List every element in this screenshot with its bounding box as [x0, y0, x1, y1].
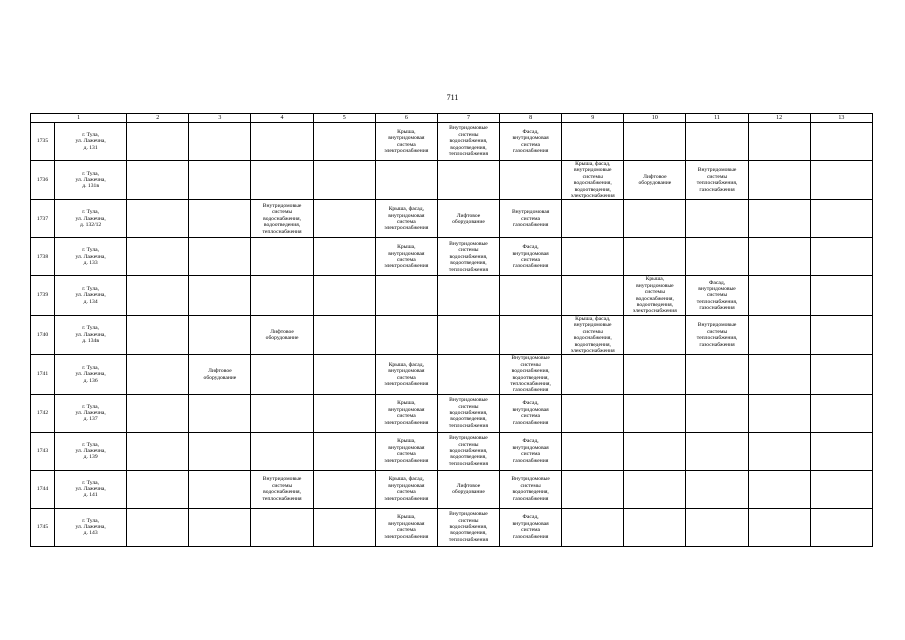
work-cell: [375, 161, 437, 200]
work-cell: [810, 394, 872, 432]
work-cell: [500, 315, 562, 354]
page-number: 711: [446, 93, 459, 102]
work-cell: Крыша, фасад, внутридомовые системы водоснабжения, водоотведения, электроснабжения: [562, 161, 624, 200]
address-cell: г. Тула, ул. Лажечна, д. 137: [55, 394, 127, 432]
row-number: 1744: [31, 470, 55, 508]
work-cell: [437, 315, 499, 354]
work-cell: Крыша, внутридомовая система электроснабжения: [375, 508, 437, 546]
work-cell: Внутридомовые системы водоснабжения, водоотведения, теплоснабжения: [437, 238, 499, 276]
work-cell: [313, 315, 375, 354]
row-number: 1735: [31, 123, 55, 161]
work-cell: Внутридомовые системы водоснабжения, водоотведения, теплоснабжения: [437, 432, 499, 470]
work-cell: [748, 123, 810, 161]
table-row: [31, 508, 873, 546]
work-cell: [189, 432, 251, 470]
work-cell: [375, 315, 437, 354]
work-cell: [500, 276, 562, 315]
work-cell: [810, 200, 872, 238]
address-cell: г. Тула, ул. Лажечна, д. 143: [55, 508, 127, 546]
work-cell: Фасад, внутридомовая система газоснабжения: [500, 238, 562, 276]
work-cell: [251, 161, 313, 200]
work-cell: [189, 276, 251, 315]
work-cell: [437, 161, 499, 200]
work-cell: [251, 432, 313, 470]
work-cell: [313, 470, 375, 508]
table-row: [31, 355, 873, 394]
row-number: 1739: [31, 276, 55, 315]
work-cell: Внутридомовые системы водоснабжения, водоотведения, теплоснабжения: [437, 123, 499, 161]
work-cell: [748, 200, 810, 238]
work-cell: [562, 432, 624, 470]
column-number-10: 10: [624, 114, 686, 123]
work-cell: [251, 276, 313, 315]
table-row: [31, 432, 873, 470]
table-row: [31, 315, 873, 354]
work-cell: Лифтовое оборудование: [437, 200, 499, 238]
work-cell: [748, 432, 810, 470]
work-cell: [624, 238, 686, 276]
work-cell: [562, 276, 624, 315]
table-row: [31, 394, 873, 432]
work-cell: [189, 470, 251, 508]
work-cell: [313, 276, 375, 315]
column-number-8: 8: [500, 114, 562, 123]
column-number-row: [31, 114, 873, 123]
work-cell: [810, 355, 872, 394]
work-cell: Крыша, внутридомовая система электроснабжения: [375, 238, 437, 276]
work-cell: [313, 355, 375, 394]
row-number: 1742: [31, 394, 55, 432]
work-cell: Внутридомовая система газоснабжения: [500, 200, 562, 238]
column-number-1: 1: [31, 114, 127, 123]
work-cell: [127, 470, 189, 508]
work-cell: [748, 315, 810, 354]
work-cell: [189, 123, 251, 161]
column-number-2: 2: [127, 114, 189, 123]
column-number-11: 11: [686, 114, 748, 123]
work-cell: [624, 355, 686, 394]
work-cell: Крыша, внутридомовая система электроснабжения: [375, 432, 437, 470]
work-cell: [748, 276, 810, 315]
work-cell: [313, 123, 375, 161]
work-cell: Внутридомовые системы теплоснабжения, газоснабжения: [686, 161, 748, 200]
work-cell: [375, 276, 437, 315]
address-cell: г. Тула, ул. Лажечна, д. 131в: [55, 161, 127, 200]
work-cell: Лифтовое оборудование: [251, 315, 313, 354]
work-cell: [562, 394, 624, 432]
work-cell: [313, 394, 375, 432]
work-cell: [127, 200, 189, 238]
address-cell: г. Тула, ул. Лажечна, д. 139: [55, 432, 127, 470]
work-cell: Крыша, внутридомовая система электроснабжения: [375, 394, 437, 432]
work-cell: [810, 276, 872, 315]
work-cell: [127, 508, 189, 546]
column-number-4: 4: [251, 114, 313, 123]
work-cell: [251, 394, 313, 432]
work-cell: [624, 123, 686, 161]
row-number: 1745: [31, 508, 55, 546]
address-cell: г. Тула, ул. Лажечна, д. 133: [55, 238, 127, 276]
row-number: 1740: [31, 315, 55, 354]
row-number: 1737: [31, 200, 55, 238]
work-cell: [810, 508, 872, 546]
work-cell: [251, 123, 313, 161]
work-cell: Фасад, внутридомовая система газоснабжения: [500, 394, 562, 432]
work-cell: [127, 432, 189, 470]
work-cell: Лифтовое оборудование: [189, 355, 251, 394]
work-cell: [686, 200, 748, 238]
work-cell: Фасад, внутридомовая система газоснабжения: [500, 508, 562, 546]
work-cell: [562, 508, 624, 546]
work-cell: Крыша, внутридомовая система электроснабжения: [375, 123, 437, 161]
work-cell: [437, 355, 499, 394]
work-cell: [748, 508, 810, 546]
work-cell: [189, 200, 251, 238]
work-cell: Внутридомовые системы теплоснабжения, газоснабжения: [686, 315, 748, 354]
work-cell: [313, 508, 375, 546]
work-cell: [686, 355, 748, 394]
work-cell: Внутридомовые системы водоснабжения, водоотведения, теплоснабжения: [437, 394, 499, 432]
work-cell: [127, 161, 189, 200]
table-row: [31, 161, 873, 200]
work-cell: Крыша, внутридомовые системы водоснабжения, водоотведения, электроснабжения: [624, 276, 686, 315]
work-cell: [748, 355, 810, 394]
work-cell: [810, 123, 872, 161]
work-cell: [810, 238, 872, 276]
column-number-5: 5: [313, 114, 375, 123]
work-cell: Фасад, внутридомовая система газоснабжения: [500, 123, 562, 161]
table-row: [31, 276, 873, 315]
work-cell: [313, 200, 375, 238]
work-cell: [127, 276, 189, 315]
work-cell: [562, 200, 624, 238]
work-cell: [437, 276, 499, 315]
work-cell: [686, 432, 748, 470]
work-cell: [127, 238, 189, 276]
capital-repair-table: [30, 113, 873, 547]
work-cell: Фасад, внутридомовая система газоснабжения: [500, 432, 562, 470]
work-cell: [624, 315, 686, 354]
address-cell: г. Тула, ул. Лажечна, д. 134в: [55, 315, 127, 354]
work-cell: [624, 470, 686, 508]
work-cell: [127, 315, 189, 354]
work-cell: [251, 355, 313, 394]
column-number-13: 13: [810, 114, 872, 123]
address-cell: г. Тула, ул. Лажечна, д. 134: [55, 276, 127, 315]
work-cell: [562, 355, 624, 394]
work-cell: [686, 508, 748, 546]
work-cell: Крыша, фасад, внутридомовая система электроснабжения: [375, 355, 437, 394]
work-cell: [313, 432, 375, 470]
work-cell: Лифтовое оборудование: [437, 470, 499, 508]
work-cell: Крыша, фасад, внутридомовые системы водоснабжения, водоотведения, электроснабжения: [562, 315, 624, 354]
work-cell: [810, 315, 872, 354]
work-cell: Фасад, внутридомовые системы теплоснабжения, газоснабжения: [686, 276, 748, 315]
address-cell: г. Тула, ул. Лажечна, д. 136: [55, 355, 127, 394]
work-cell: [686, 394, 748, 432]
work-cell: [251, 238, 313, 276]
work-cell: Крыша, фасад, внутридомовая система электроснабжения: [375, 470, 437, 508]
work-cell: Внутридомовые системы водоснабжения, водоотведения, теплоснабжения: [437, 508, 499, 546]
work-cell: [189, 315, 251, 354]
column-number-3: 3: [189, 114, 251, 123]
work-cell: [562, 238, 624, 276]
work-cell: [686, 238, 748, 276]
work-cell: Крыша, фасад, внутридомовая система электроснабжения: [375, 200, 437, 238]
work-cell: [748, 394, 810, 432]
work-cell: Внутридомовые системы водоотведения, газоснабжения: [500, 470, 562, 508]
row-number: 1743: [31, 432, 55, 470]
work-cell: Лифтовое оборудование: [624, 161, 686, 200]
work-cell: [624, 432, 686, 470]
work-cell: [127, 123, 189, 161]
work-cell: [562, 470, 624, 508]
work-cell: [500, 161, 562, 200]
work-cell: [686, 123, 748, 161]
work-cell: [189, 508, 251, 546]
work-cell: [189, 161, 251, 200]
work-cell: [189, 238, 251, 276]
table-row: [31, 470, 873, 508]
work-cell: [748, 238, 810, 276]
work-cell: [624, 200, 686, 238]
column-number-12: 12: [748, 114, 810, 123]
work-cell: [810, 432, 872, 470]
work-cell: Внутридомовые системы водоснабжения, теплоснабжения: [251, 470, 313, 508]
work-cell: [810, 161, 872, 200]
table-row: [31, 238, 873, 276]
column-number-9: 9: [562, 114, 624, 123]
work-cell: [810, 470, 872, 508]
address-cell: г. Тула, ул. Лажечна, д. 141: [55, 470, 127, 508]
work-cell: Внутридомовые системы водоснабжения, водоотведения, теплоснабжения: [251, 200, 313, 238]
work-cell: [748, 470, 810, 508]
work-cell: Внутридомовые системы водоснабжения, водоотведения, теплоснабжения, газоснабжения: [500, 355, 562, 394]
work-cell: [251, 508, 313, 546]
work-cell: [127, 394, 189, 432]
column-number-6: 6: [375, 114, 437, 123]
table-row: [31, 123, 873, 161]
column-number-7: 7: [437, 114, 499, 123]
work-cell: [127, 355, 189, 394]
row-number: 1736: [31, 161, 55, 200]
row-number: 1738: [31, 238, 55, 276]
work-cell: [189, 394, 251, 432]
work-cell: [624, 394, 686, 432]
row-number: 1741: [31, 355, 55, 394]
work-cell: [313, 238, 375, 276]
work-cell: [624, 508, 686, 546]
work-cell: [748, 161, 810, 200]
work-cell: [562, 123, 624, 161]
address-cell: г. Тула, ул. Лажечна, д. 131: [55, 123, 127, 161]
address-cell: г. Тула, ул. Лажечна, д. 132/12: [55, 200, 127, 238]
work-cell: [686, 470, 748, 508]
table-row: [31, 200, 873, 238]
work-cell: [313, 161, 375, 200]
